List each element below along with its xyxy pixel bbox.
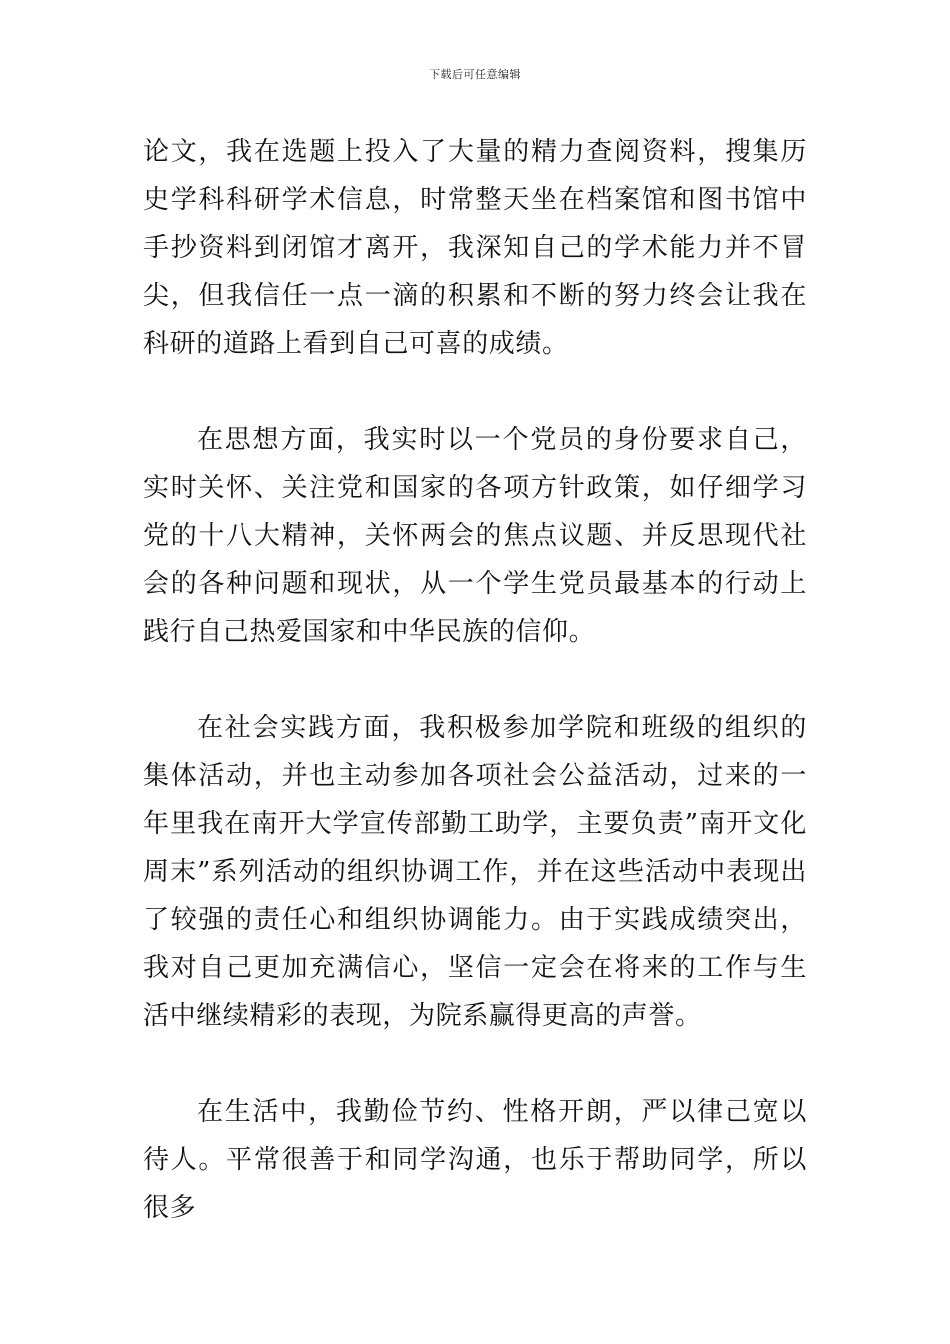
paragraph-life: 在生活中，我勤俭节约、性格开朗，严以律己宽以待人。平常很善于和同学沟通，也乐于帮助同学，所以很多 <box>143 1097 807 1223</box>
paragraph-thought: 在思想方面，我实时以一个党员的身份要求自己，实时关怀、关注党和国家的各项方针政策，如仔细学习党的十八大精神，关怀两会的焦点议题、并反思现代社会的各种问题和现状，从一个学生党员最基本的行动上践行自己热爱国家和中华民族的信仰。 <box>143 425 807 647</box>
paragraph-social-practice: 在社会实践方面，我积极参加学院和班级的组织的集体活动，并也主动参加各项社会公益活动，过来的一年里我在南开大学宣传部勤工助学，主要负责”南开文化周末”系列活动的组织协调工作，并在这些活动中表现出了较强的责任心和组织协调能力。由于实践成绩突出，我对自己更加充满信心，坚信一定会在将来的工作与生活中继续精彩的表现，为院系赢得更高的声誉。 <box>143 713 807 1031</box>
document-body <box>143 128 807 1232</box>
paragraph-research: 论文，我在选题上投入了大量的精力查阅资料，搜集历史学科科研学术信息，时常整天坐在档案馆和图书馆中手抄资料到闭馆才离开，我深知自己的学术能力并不冒尖，但我信任一点一滴的积累和不断的努力终会让我在科研的道路上看到自己可喜的成绩。 <box>143 137 807 359</box>
page-header-note: 下载后可任意编辑 <box>429 68 521 81</box>
paragraph-spacer <box>143 368 807 416</box>
paragraph-spacer <box>143 656 807 704</box>
paragraph-spacer <box>143 1040 807 1088</box>
